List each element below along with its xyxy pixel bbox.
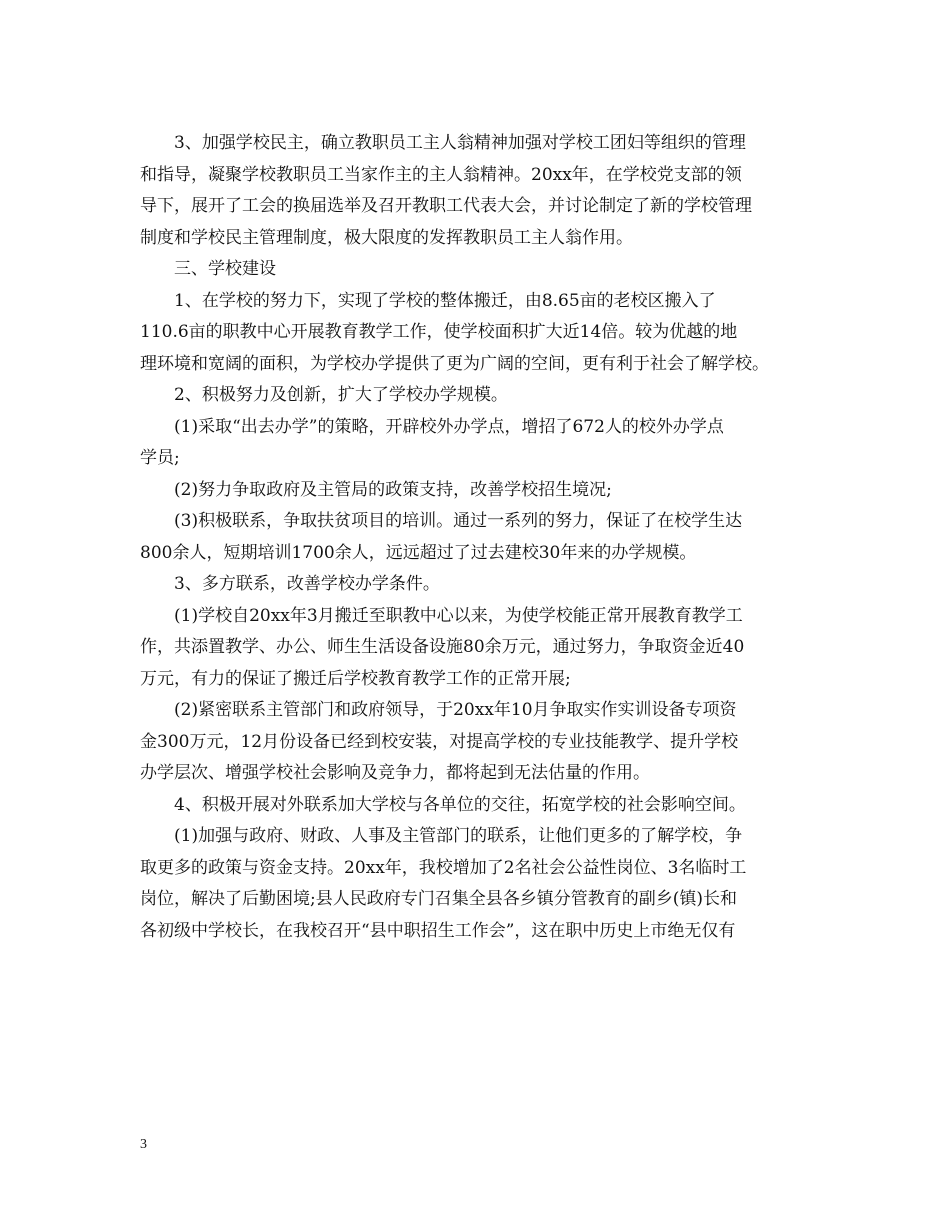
paragraph-line: (3)积极联系，争取扶贫项目的培训。通过一系列的努力，保证了在校学生达 (174, 511, 743, 531)
paragraph-line: 3、加强学校民主，确立教职员工主人翁精神加强对学校工团妇等组织的管理 (174, 133, 746, 153)
paragraph-line: (1)采取“出去办学”的策略，开辟校外办学点，增招了672人的校外办学点 (174, 416, 724, 437)
paragraph-line: 导下，展开了工会的换届选举及召开教职工代表大会，并讨论制定了新的学校管理 (140, 196, 752, 216)
paragraph-line: 学员; (140, 448, 180, 468)
paragraph-line: 岗位，解决了后勤困境;县人民政府专门召集全县各乡镇分管教育的副乡(镇)长和 (140, 889, 737, 909)
paragraph-line: 110.6亩的职教中心开展教育教学工作，使学校面积扩大近14倍。较为优越的地 (140, 322, 738, 342)
paragraph-line: (1)学校自20xx年3月搬迁至职教中心以来，为使学校能正常开展教育教学工 (174, 605, 743, 626)
paragraph-line: 作，共添置教学、办公、师生生活设备设施80余万元，通过努力，争取资金近40 (140, 637, 745, 657)
paragraph-line: (2)紧密联系主管部门和政府领导，于20xx年10月争取实作实训设备专项资 (174, 700, 737, 720)
paragraph-line: 800余人，短期培训1700余人，远远超过了过去建校30年来的办学规模。 (140, 542, 697, 563)
paragraph-line: 1、在学校的努力下，实现了学校的整体搬迁，由8.65亩的老校区搬入了 (174, 290, 716, 311)
paragraph-line: (2)努力争取政府及主管局的政策支持，改善学校招生境况; (174, 479, 612, 500)
paragraph-line: 金300万元，12月份设备已经到校安装，对提高学校的专业技能教学、提升学校 (140, 731, 739, 752)
page-number: 3 (140, 1137, 147, 1152)
paragraph-line: 万元，有力的保证了搬迁后学校教育教学工作的正常开展; (140, 668, 571, 689)
paragraph-line: (1)加强与政府、财政、人事及主管部门的联系，让他们更多的了解学校，争 (174, 826, 743, 846)
paragraph-line: 2、积极努力及创新，扩大了学校办学规模。 (174, 385, 508, 405)
paragraph-line: 制度和学校民主管理制度，极大限度的发挥教职员工主人翁作用。 (140, 227, 633, 248)
paragraph-line: 取更多的政策与资金支持。20xx年，我校增加了2名社会公益性岗位、3名临时工 (140, 857, 747, 878)
paragraph-line: 办学层次、增强学校社会影响及竞争力，都将起到无法估量的作用。 (140, 763, 650, 783)
paragraph-line: 4、积极开展对外联系加大学校与各单位的交往，拓宽学校的社会影响空间。 (174, 794, 746, 815)
paragraph-line: 各初级中学校长，在我校召开“县中职招生工作会”，这在职中历史上市绝无仅有 (140, 920, 736, 941)
paragraph-line: 和指导，凝聚学校教职员工当家作主的主人翁精神。20xx年，在学校党支部的领 (140, 164, 742, 185)
document-body (140, 128, 830, 947)
paragraph-line: 3、多方联系，改善学校办学条件。 (174, 574, 440, 594)
section-heading: 三、学校建设 (174, 259, 276, 279)
paragraph-line: 理环境和宽阔的面积，为学校办学提供了更为广阔的空间，更有利于社会了解学校。 (140, 353, 769, 374)
